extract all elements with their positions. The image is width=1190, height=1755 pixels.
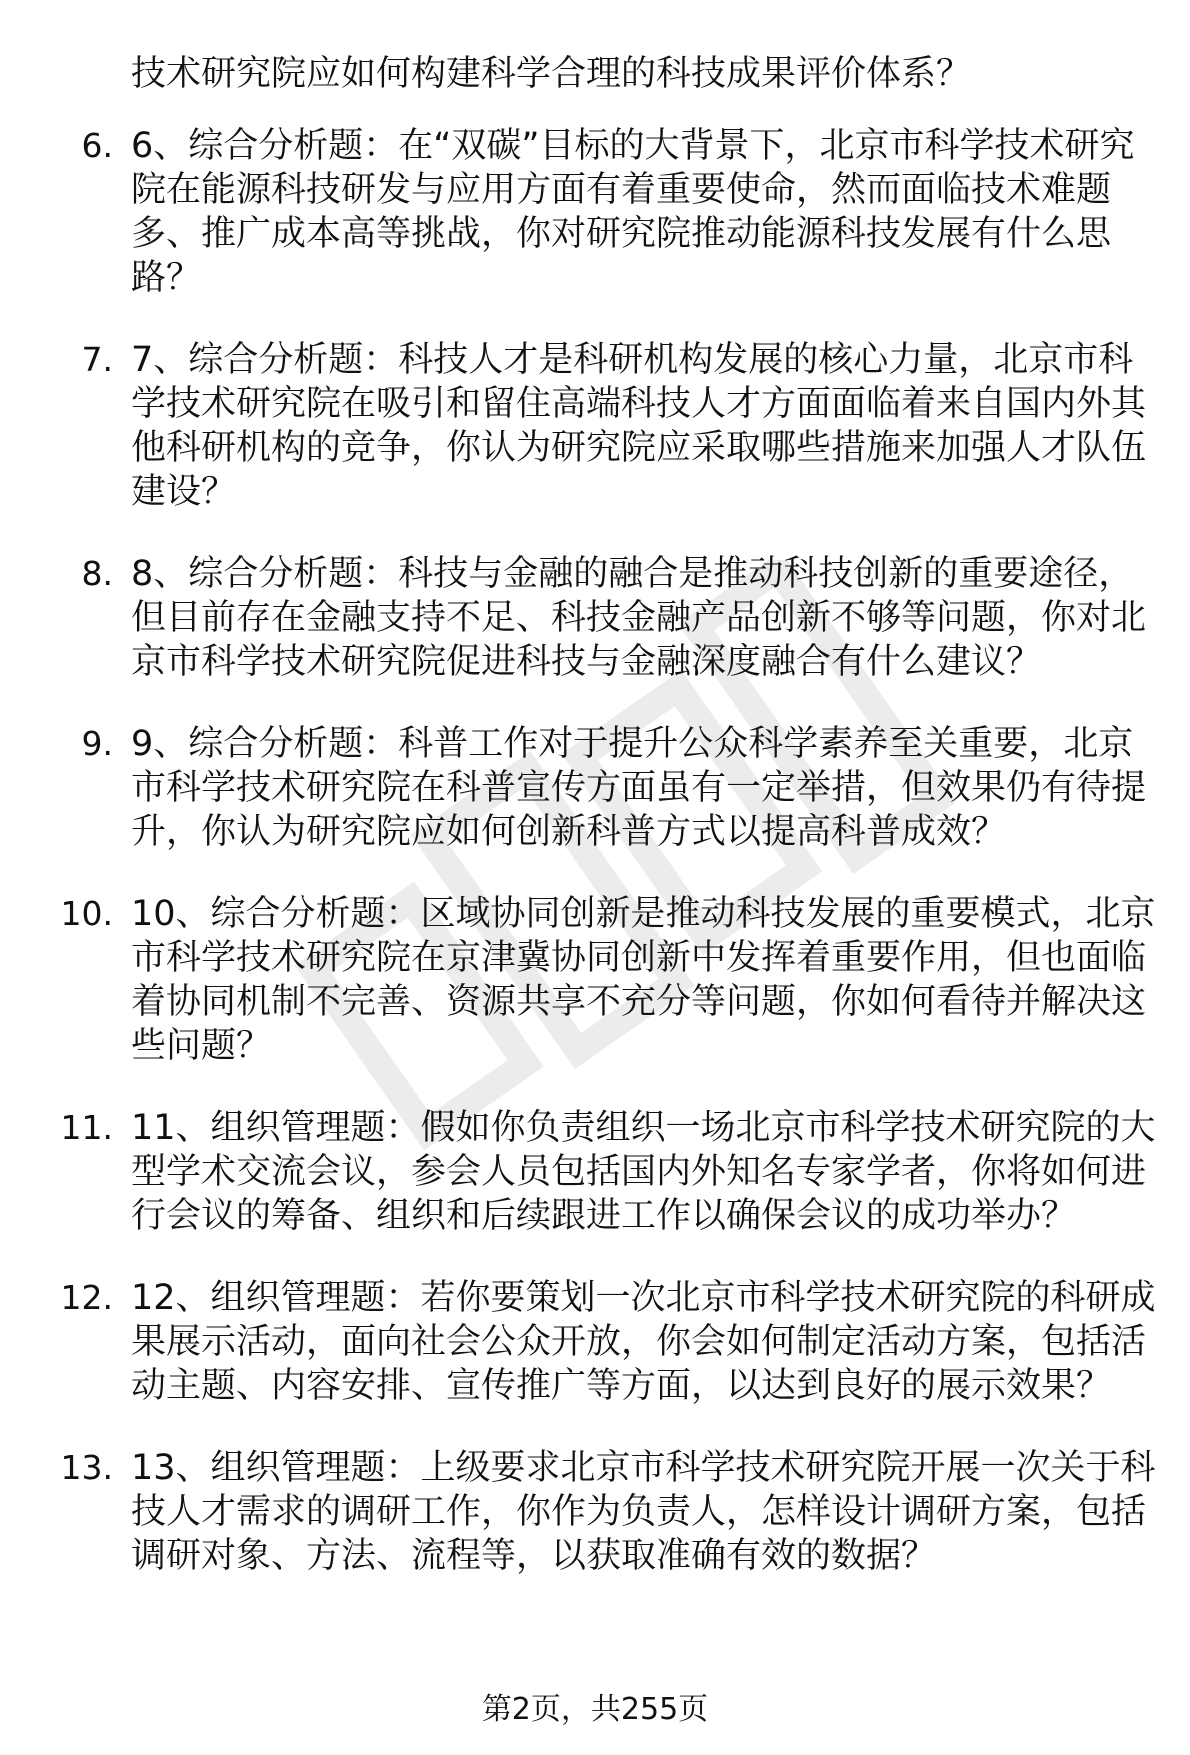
question-text: 12、组织管理题：若你要策划一次北京市科学技术研究院的科研成果展示活动，面向社会公众开放，你会如何制定活动方案，包括活动主题、内容安排、宣传推广等方面，以达到良好的展示效果？ [131, 1278, 1156, 1406]
question-number: 13. [60, 1448, 113, 1487]
question-item [0, 1446, 1190, 1578]
question-number: 10. [60, 894, 113, 933]
question-item [0, 338, 1190, 514]
question-text: 10、综合分析题：区域协同创新是推动科技发展的重要模式，北京市科学技术研究院在京津冀协同创新中发挥着重要作用，但也面临着协同机制不完善、资源共享不充分等问题，你如何看待并解决这些问题？ [131, 894, 1156, 1066]
question-item [0, 722, 1190, 854]
page-footer: 第2页，共255页 [481, 1692, 709, 1727]
continuation-text: 技术研究院应如何构建科学合理的科技成果评价体系？ [131, 54, 972, 94]
question-number: 12. [60, 1278, 113, 1317]
question-item [0, 552, 1190, 684]
question-text: 13、组织管理题：上级要求北京市科学技术研究院开展一次关于科技人才需求的调研工作，你作为负责人，怎样设计调研方案，包括调研对象、方法、流程等，以获取准确有效的数据？ [131, 1448, 1156, 1576]
question-item [0, 124, 1190, 300]
question-item [0, 892, 1190, 1068]
question-text: 11、组织管理题：假如你负责组织一场北京市科学技术研究院的大型学术交流会议，参会人员包括国内外知名专家学者，你将如何进行会议的筹备、组织和后续跟进工作以确保会议的成功举办？ [131, 1108, 1156, 1236]
question-text: 9、综合分析题：科普工作对于提升公众科学素养至关重要，北京市科学技术研究院在科普宣传方面虽有一定举措，但效果仍有待提升，你认为研究院应如何创新科普方式以提高科普成效？ [131, 724, 1147, 852]
question-item [0, 1276, 1190, 1408]
question-item [0, 1106, 1190, 1238]
question-number: 7. [81, 340, 113, 379]
question-text: 6、综合分析题：在“双碳”目标的大背景下，北京市科学技术研究院在能源科技研发与应用方面有着重要使命，然而面临技术难题多、推广成本高等挑战，你对研究院推动能源科技发展有什么思路？ [131, 126, 1135, 298]
question-number: 9. [81, 724, 113, 763]
question-list [0, 124, 1190, 1616]
question-text: 7、综合分析题：科技人才是科研机构发展的核心力量，北京市科学技术研究院在吸引和留住高端科技人才方面面临着来自国内外其他科研机构的竞争，你认为研究院应采取哪些措施来加强人才队伍建设？ [131, 340, 1147, 512]
question-number: 6. [81, 126, 113, 165]
question-text: 8、综合分析题：科技与金融的融合是推动科技创新的重要途径，但目前存在金融支持不足、科技金融产品创新不够等问题，你对北京市科学技术研究院促进科技与金融深度融合有什么建议？ [131, 554, 1147, 682]
question-number: 8. [81, 554, 113, 593]
question-number: 11. [60, 1108, 113, 1147]
